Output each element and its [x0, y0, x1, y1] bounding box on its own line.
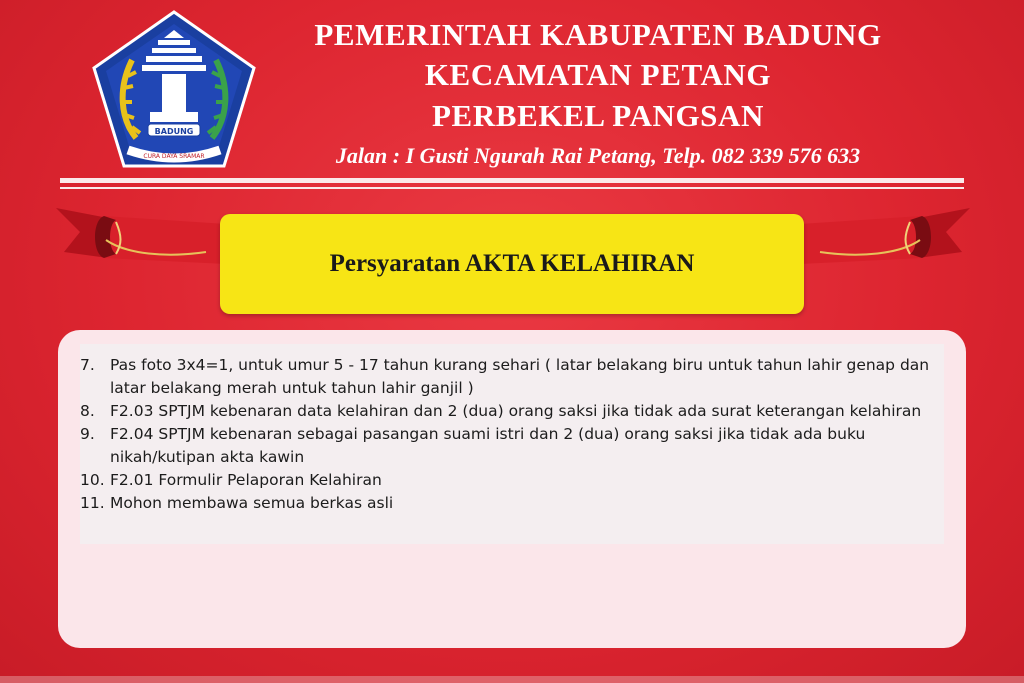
banner-title: Persyaratan AKTA KELAHIRAN — [329, 250, 695, 277]
header-divider-thin — [60, 187, 964, 189]
emblem-text: BADUNG — [154, 127, 194, 136]
list-item-number: 7. — [80, 356, 95, 374]
list-item — [80, 469, 940, 492]
requirements-panel — [58, 330, 966, 648]
badung-emblem-logo — [88, 8, 260, 172]
requirements-content — [80, 344, 944, 544]
header-address: Jalan : I Gusti Ngurah Rai Petang, Telp. 082 339 576 633 — [335, 143, 861, 168]
header-title-line-1: PEMERINTAH KABUPATEN BADUNG — [314, 17, 882, 52]
ribbon-left-decoration — [56, 196, 236, 296]
list-item-text: F2.01 Formulir Pelaporan Kelahiran — [110, 471, 382, 489]
list-item-text: F2.04 SPTJM kebenaran sebagai pasangan suami istri dan 2 (dua) orang saksi jika tidak ada buku nikah/kutipan akta kawin — [110, 425, 866, 466]
list-item — [80, 423, 940, 469]
list-item — [80, 492, 940, 515]
list-item — [80, 354, 940, 400]
bottom-edge — [0, 676, 1024, 683]
list-item-text: Mohon membawa semua berkas asli — [110, 494, 394, 512]
emblem-motto: CURA DAYA SRAMAR — [143, 153, 205, 160]
requirements-list — [80, 344, 940, 515]
header-title-line-2: KECAMATAN PETANG — [424, 57, 772, 92]
list-item-text: Pas foto 3x4=1, untuk umur 5 - 17 tahun kurang sehari ( latar belakang biru untuk tahun lahir genap dan latar belakang merah untuk tahun lahir ganjil ) — [110, 356, 930, 397]
list-item-text: F2.03 SPTJM kebenaran data kelahiran dan 2 (dua) orang saksi jika tidak ada surat keterangan kelahiran — [110, 402, 922, 420]
title-banner — [220, 214, 804, 314]
list-item-number: 10. — [80, 471, 105, 489]
list-item — [80, 400, 940, 423]
header-title-line-3: PERBEKEL PANGSAN — [432, 98, 764, 133]
ribbon-right-decoration — [790, 196, 970, 296]
list-item-number: 8. — [80, 402, 95, 420]
list-item-number: 9. — [80, 425, 95, 443]
list-item-number: 11. — [80, 494, 105, 512]
header — [0, 0, 1024, 180]
header-divider-thick — [60, 178, 964, 183]
